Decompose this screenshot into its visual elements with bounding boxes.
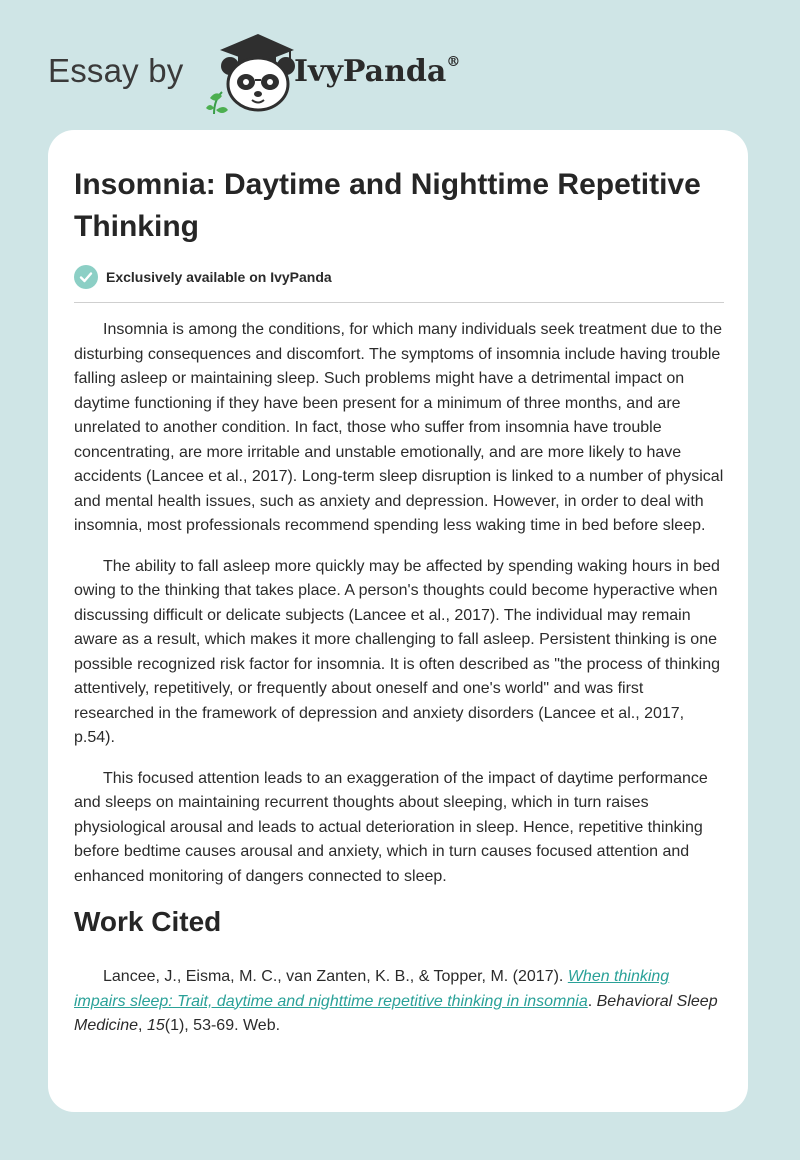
citation-period: . bbox=[587, 992, 593, 1010]
paragraph: This focused attention leads to an exaggeration of the impact of daytime performance and sleeps on maintaining recurrent thoughts about sleeping, which in turn raises physiological arousal and leads to actual deterioration in sleep. Hence, repetitive thinking before bedtime causes arousal and anxiety, which in turn causes focused attention and enhanced monitoring of dangers connected to sleep. bbox=[74, 769, 708, 885]
brand-text: IvyPanda bbox=[294, 54, 447, 89]
citation-journal: Behavioral Sleep Medicine bbox=[74, 992, 718, 1034]
site-header bbox=[48, 28, 548, 118]
exclusive-label: Exclusively available on IvyPanda bbox=[106, 269, 332, 285]
citation bbox=[74, 965, 724, 1039]
citation-authors: Lancee, J., Eisma, M. C., van Zanten, K. B., & Topper, M. (2017). bbox=[103, 968, 564, 985]
exclusive-badge bbox=[74, 264, 332, 290]
registered-mark: ® bbox=[446, 54, 461, 70]
brand-name[interactable] bbox=[294, 54, 460, 89]
page-title: Insomnia: Daytime and Nighttime Repetitive Thinking bbox=[74, 168, 701, 243]
citation-rest: (1), 53-69. Web. bbox=[164, 1017, 281, 1034]
divider bbox=[74, 302, 724, 303]
essay-body bbox=[74, 318, 724, 1055]
essay-by-label: Essay by bbox=[48, 52, 184, 89]
paragraph: Insomnia is among the conditions, for which many individuals seek treatment due to the disturbing consequences and discomfort. The symptoms of insomnia include having trouble falling asleep or maintaining sleep. Such problems might have a detrimental impact on daytime functioning if they have been present for a minimum of three months, and are unrelated to another condition. In fact, those who suffer from insomnia have trouble concentrating, are more irritable and unstable emotionally, and are more likely to have accidents (Lancee et al., 2017). Long-term sleep disruption is linked to a number of physical and mental health issues, such as anxiety and depression. However, in order to deal with insomnia, most professionals recommend spending less waking time in bed before sleep. bbox=[74, 321, 724, 534]
works-cited-heading: Work Cited bbox=[74, 906, 222, 937]
citation-sep: , bbox=[138, 1017, 143, 1034]
essay-card bbox=[48, 130, 748, 1112]
ivypanda-logo-icon[interactable] bbox=[200, 30, 296, 114]
citation-volume: 15 bbox=[146, 1017, 165, 1034]
paragraph: The ability to fall asleep more quickly may be affected by spending waking hours in bed owing to the thinking that takes place. A person's thoughts could become hyperactive when discussing difficult or delicate subjects (Lancee et al., 2017). The individual may remain aware as a result, which makes it more challenging to fall asleep. Persistent thinking is one possible recognized risk factor for insomnia. It is often described as "the process of thinking attentively, repetitively, or frequently about oneself and one's world" and was first researched in the framework of depression and anxiety disorders (Lancee et al., 2017, p.54). bbox=[74, 557, 720, 746]
citation-link[interactable]: When thinking impairs sleep: Trait, daytime and nighttime repetitive thinking in insomnia bbox=[74, 968, 670, 1010]
check-icon bbox=[74, 265, 98, 289]
